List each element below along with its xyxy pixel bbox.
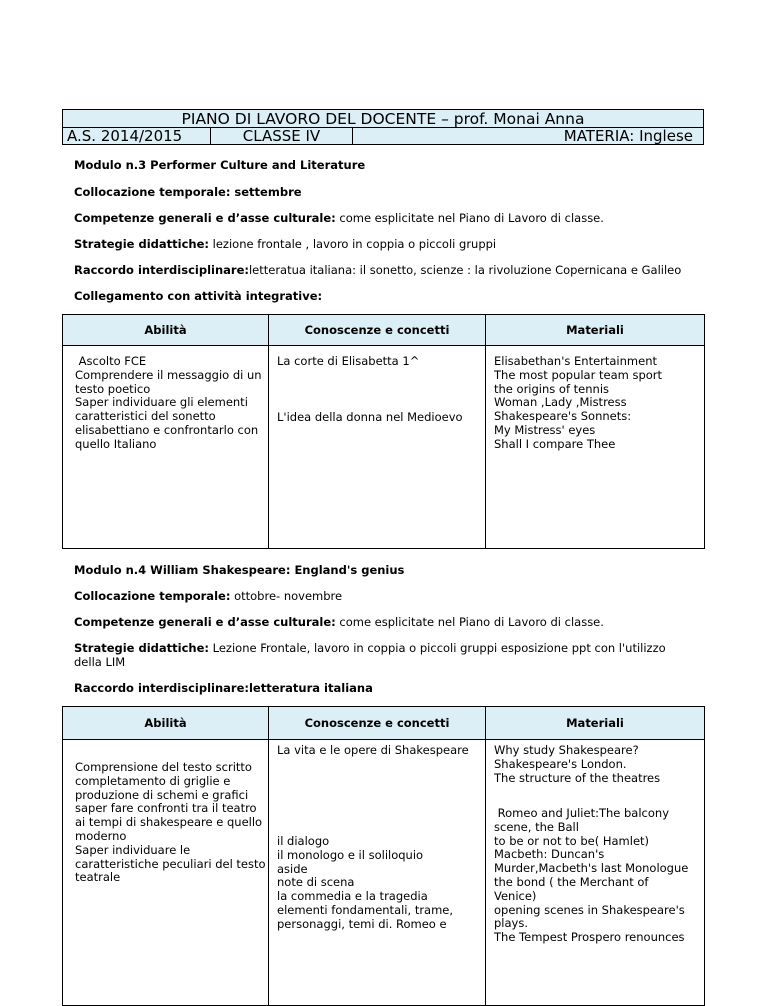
school-year: A.S. 2014/2015	[63, 128, 211, 145]
cell-conoscenze-2: il dialogo il monologo e il soliloquio aside note di scena la commedia e la tragedia elementi fondamentali, trame, personaggi, temi di. Romeo e	[277, 834, 454, 931]
module4-table	[62, 706, 705, 1006]
module3-strategie: Strategie didattiche: lezione frontale , lavoro in coppia o piccoli gruppi	[74, 237, 497, 251]
class-label: CLASSE IV	[211, 128, 353, 145]
column-divider	[268, 707, 269, 1005]
module3-competenze: Competenze generali e d’asse culturale: come esplicitate nel Piano di Lavoro di classe.	[74, 211, 604, 225]
module4-raccordo: Raccordo interdisciplinare:letteratura italiana	[74, 681, 373, 695]
module3-raccordo: Raccordo interdisciplinare:letteratua italiana: il sonetto, scienze : la rivoluzione Copernicana e Galileo	[74, 263, 682, 277]
module3-collocazione: Collocazione temporale: settembre	[74, 185, 302, 199]
cell-conoscenze-1: La vita e le opere di Shakespeare	[277, 743, 469, 757]
cell-materiali-1: Why study Shakespeare? Shakespeare's London. The structure of the theatres	[494, 743, 661, 785]
header-materiali: Materiali	[566, 323, 624, 337]
cell-conoscenze-2: L'idea della donna nel Medioevo	[277, 410, 463, 424]
table-header-row	[63, 315, 704, 346]
cell-abilita: Ascolto FCE Comprendere il messaggio di un testo poetico Saper individuare gli elementi caratteristici del sonetto elisabettiano e confrontarlo con quello Italiano	[75, 354, 262, 451]
header-conoscenze: Conoscenze e concetti	[304, 323, 450, 337]
module4-collocazione: Collocazione temporale: ottobre- novembre	[74, 589, 343, 603]
column-divider	[268, 315, 269, 548]
module3-title: Modulo n.3 Performer Culture and Literature	[74, 158, 366, 172]
module3-table	[62, 314, 705, 549]
module4-competenze: Competenze generali e d’asse culturale: come esplicitate nel Piano di Lavoro di classe.	[74, 615, 604, 629]
module4-strategie-cont: della LIM	[74, 655, 126, 669]
header-conoscenze: Conoscenze e concetti	[304, 716, 450, 730]
header-abilita: Abilità	[144, 716, 187, 730]
cell-materiali: Elisabethan's Entertainment The most popular team sport the origins of tennis Woman ,Lady ,Mistress Shakespeare's Sonnets: My Mistress' eyes Shall I compare Thee	[494, 354, 663, 451]
cell-abilita: Comprensione del testo scritto completamento di griglie e produzione di schemi e grafici saper fare confronti tra il teatro ai tempi di shakespeare e quello moderno Saper individuare le caratteristiche peculiari del testo teatrale	[75, 760, 266, 885]
cell-materiali-2: Romeo and Juliet:The balcony scene, the Ball to be or not to be( Hamlet) Macbeth: Duncan's Murder,Macbeth's last Monologue the bond ( the Merchant of Venice) opening scenes in Shakespeare's plays. The Tempest Prospero renounces	[494, 806, 689, 945]
module3-collegamento: Collegamento con attività integrative:	[74, 289, 323, 303]
document-header	[62, 109, 704, 145]
header-materiali: Materiali	[566, 716, 624, 730]
module4-strategie: Strategie didattiche: Lezione Frontale, lavoro in coppia o piccoli gruppi esposizione ppt con l'utilizzo	[74, 641, 666, 655]
module4-title: Modulo n.4 William Shakespeare: England's genius	[74, 563, 405, 577]
document-title: PIANO DI LAVORO DEL DOCENTE – prof. Monai Anna	[63, 110, 703, 128]
table-header-row	[63, 707, 704, 740]
column-divider	[485, 315, 486, 548]
subject-label: MATERIA: Inglese	[563, 127, 693, 145]
column-divider	[485, 707, 486, 1005]
cell-conoscenze-1: La corte di Elisabetta 1^	[277, 354, 420, 368]
header-info-row	[63, 128, 703, 145]
header-abilita: Abilità	[144, 323, 187, 337]
